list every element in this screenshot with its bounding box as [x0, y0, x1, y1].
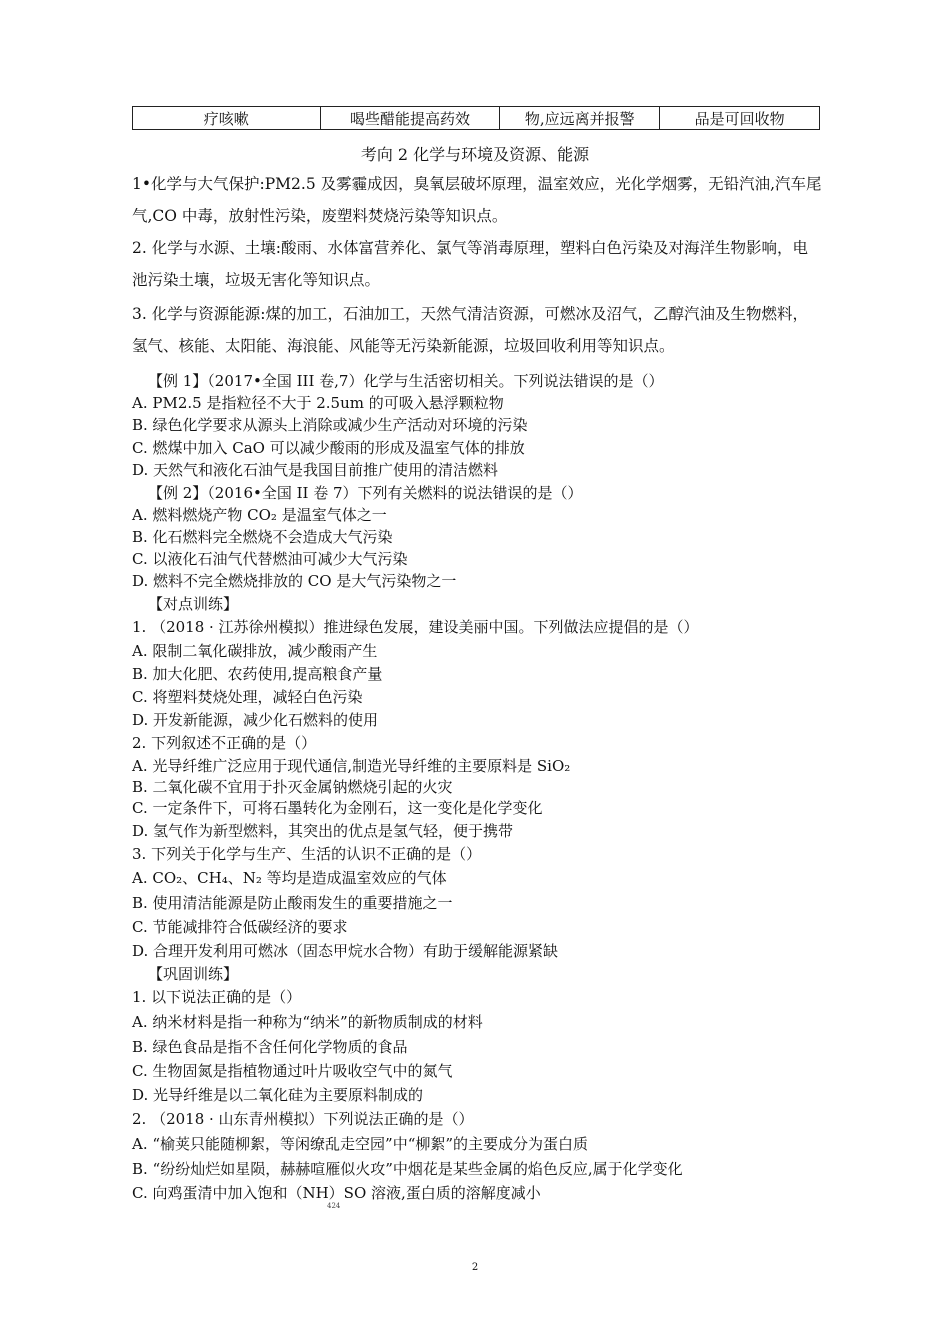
top-table	[132, 106, 820, 130]
review-1-option-c: C. 生物固氮是指植物通过叶片吸收空气中的氮气	[132, 1062, 453, 1080]
paragraph-1: 1•化学与大气保护:PM2.5 及雾霾成因，臭氧层破坏原理，温室效应，光化学烟雾，无铅汽油,汽车尾气,CO 中毒，放射性污染，废塑料焚烧污染等知识点。	[132, 175, 822, 225]
example-2-option-a: A. 燃料燃烧产物 CO₂ 是温室气体之一	[132, 506, 387, 524]
table-cell: 疗咳嗽	[133, 107, 321, 130]
example-1-option-a: A. PM2.5 是指粒径不大于 2.5um 的可吸入悬浮颗粒物	[132, 394, 504, 412]
question-1-stem: 1. （2018 · 江苏徐州模拟）推进绿色发展，建设美丽中国。下列做法应提倡的是（）	[132, 618, 699, 636]
question-1-option-a: A. 限制二氧化碳排放，减少酸雨产生	[132, 642, 378, 660]
review-2-stem: 2. （2018 · 山东青州模拟）下列说法正确的是（）	[132, 1110, 474, 1128]
table-cell: 喝些醋能提高药效	[320, 107, 500, 130]
example-1-stem: 【例 1】（2017•全国 III 卷,7）化学与生活密切相关。下列说法错误的是（）	[148, 372, 664, 390]
review-2-option-c: C. 向鸡蛋清中加入饱和（NH）SO 溶液,蛋白质的溶解度减小	[132, 1184, 541, 1202]
question-1-option-d: D. 开发新能源，减少化石燃料的使用	[132, 711, 379, 729]
example-2-option-b: B. 化石燃料完全燃烧不会造成大气污染	[132, 528, 393, 546]
review-1-option-d: D. 光导纤维是以二氧化硅为主要原料制成的	[132, 1086, 424, 1104]
table-cell: 物,应远离并报警	[500, 107, 660, 130]
small-footnote-mark: 424	[327, 1202, 341, 1210]
question-1-option-b: B. 加大化肥、农药使用,提高粮食产量	[132, 665, 383, 683]
table-cell: 品是可回收物	[660, 107, 820, 130]
example-1-option-d: D. 天然气和液化石油气是我国目前推广使用的清洁燃料	[132, 461, 499, 479]
question-2-option-b: B. 二氧化碳不宜用于扑灭金属钠燃烧引起的火灾	[132, 778, 453, 796]
table-row	[133, 107, 820, 130]
section-title: 考向 2 化学与环境及资源、能源	[360, 145, 590, 164]
question-2-option-c: C. 一定条件下，可将石墨转化为金刚石，这一变化是化学变化	[132, 799, 543, 817]
review-1-option-a: A. 纳米材料是指一种称为“纳米”的新物质制成的材料	[132, 1013, 483, 1031]
example-1-option-c: C. 燃煤中加入 CaO 可以减少酸雨的形成及温室气体的排放	[132, 439, 525, 457]
example-1-option-b: B. 绿色化学要求从源头上消除或减少生产活动对环境的污染	[132, 416, 528, 434]
review-2-option-a: A. “榆荚只能随柳絮，等闲缭乱走空园”中“柳絮”的主要成分为蛋白质	[132, 1135, 589, 1153]
review-1-option-b: B. 绿色食品是指不含任何化学物质的食品	[132, 1038, 408, 1056]
section-heading-consolidation: 【巩固训练】	[148, 965, 239, 983]
question-2-stem: 2. 下列叙述不正确的是（）	[132, 734, 317, 752]
example-2-stem: 【例 2】（2016•全国 II 卷 7）下列有关燃料的说法错误的是（）	[148, 484, 583, 502]
review-1-stem: 1. 以下说法正确的是（）	[132, 988, 302, 1006]
question-2-option-d: D. 氢气作为新型燃料，其突出的优点是氢气轻，便于携带	[132, 822, 514, 840]
question-3-option-a: A. CO₂、CH₄、N₂ 等均是造成温室效应的气体	[132, 869, 447, 887]
question-1-option-c: C. 将塑料焚烧处理，减轻白色污染	[132, 688, 363, 706]
review-2-option-b: B. “纷纷灿烂如星陨，赫赫喧雁似火攻”中烟花是某些金属的焰色反应,属于化学变化	[132, 1160, 683, 1178]
section-heading-practice: 【对点训练】	[148, 595, 239, 613]
page-number: 2	[471, 1262, 479, 1273]
question-2-option-a: A. 光导纤维广泛应用于现代通信,制造光导纤维的主要原料是 SiO₂	[132, 757, 571, 775]
question-3-option-d: D. 合理开发利用可燃冰（固态甲烷水合物）有助于缓解能源紧缺	[132, 942, 559, 960]
paragraph-2: 2. 化学与水源、土壤:酸雨、水体富营养化、氯气等消毒原理，塑料白色污染及对海洋生物影响，电池污染土壤，垃圾无害化等知识点。	[132, 239, 808, 289]
question-3-option-c: C. 节能减排符合低碳经济的要求	[132, 918, 348, 936]
question-3-option-b: B. 使用清洁能源是防止酸雨发生的重要措施之一	[132, 894, 453, 912]
paragraph-3: 3. 化学与资源能源:煤的加工，石油加工，天然气清洁资源，可燃冰及沼气，乙醇汽油及生物燃料，氢气、核能、太阳能、海浪能、风能等无污染新能源，垃圾回收利用等知识点。	[132, 305, 808, 355]
example-2-option-c: C. 以液化石油气代替燃油可减少大气污染	[132, 550, 408, 568]
question-3-stem: 3. 下列关于化学与生产、生活的认识不正确的是（）	[132, 845, 482, 863]
example-2-option-d: D. 燃料不完全燃烧排放的 CO 是大气污染物之一	[132, 572, 457, 590]
